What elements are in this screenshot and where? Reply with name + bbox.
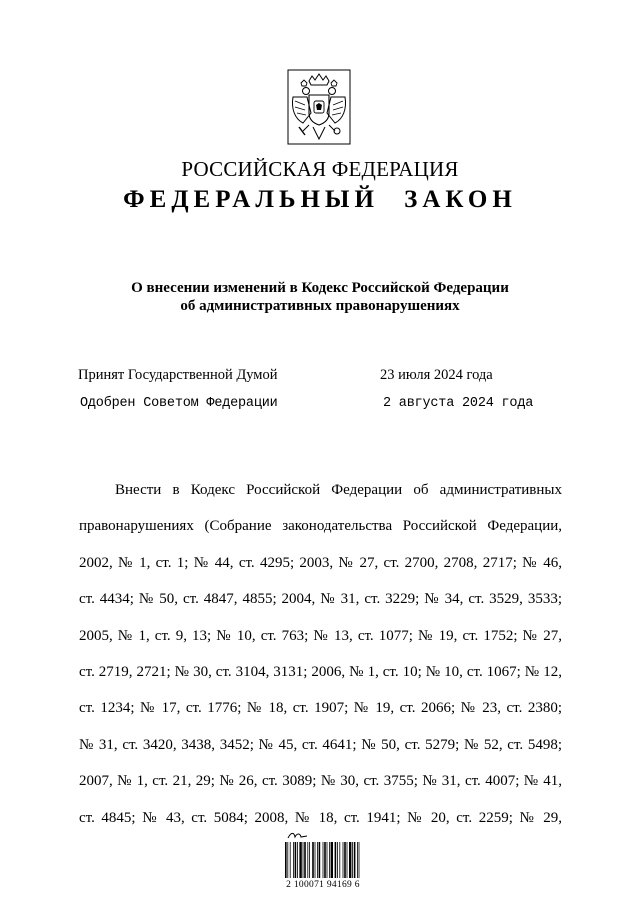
body-line: Внести в Кодекс Российской Федерации об административных <box>115 482 562 498</box>
body-line: 2002, № 1, ст. 1; № 44, ст. 4295; 2003, № 27, ст. 2700, 2708, 2717; № 46, <box>79 554 562 571</box>
body-line: № 31, ст. 3420, 3438, 3452; № 45, ст. 4641; № 50, ст. 5279; № 52, ст. 5498; <box>79 736 562 753</box>
russian-coat-of-arms-icon <box>287 69 351 145</box>
approved-label: Одобрен Советом Федерации <box>80 396 278 411</box>
adopted-label: Принят Государственной Думой <box>78 367 278 383</box>
body-line: правонарушениях (Собрание законодательства Российской Федерации, <box>79 518 562 535</box>
registration-stamp <box>283 828 363 898</box>
barcode-number: 2 100071 94169 6 <box>286 880 360 890</box>
body-line: 2007, № 1, ст. 21, 29; № 26, ст. 3089; № 30, ст. 3755; № 31, ст. 4007; № 41, <box>79 773 562 790</box>
body-text <box>79 479 562 843</box>
barcode-icon <box>283 842 363 878</box>
approved-date: 2 августа 2024 года <box>383 396 534 411</box>
country-name: РОССИЙСКАЯ ФЕДЕРАЦИЯ <box>181 157 459 181</box>
law-title-line: О внесении изменений в Кодекс Российской Федерации <box>131 280 509 296</box>
document-type: ФЕДЕРАЛЬНЫЙ ЗАКОН <box>123 186 517 213</box>
body-line: ст. 2719, 2721; № 30, ст. 3104, 3131; 2006, № 1, ст. 10; № 10, ст. 1067; № 12, <box>79 663 562 680</box>
law-title-line: об административных правонарушениях <box>180 298 460 314</box>
body-line: ст. 4434; № 50, ст. 4847, 4855; 2004, № 31, ст. 3229; № 34, ст. 3529, 3533; <box>79 591 562 608</box>
body-line: ст. 1234; № 17, ст. 1776; № 18, ст. 1907; № 19, ст. 2066; № 23, ст. 2380; <box>79 700 562 717</box>
body-line: 2005, № 1, ст. 9, 13; № 10, ст. 763; № 13, ст. 1077; № 19, ст. 1752; № 27, <box>79 627 562 644</box>
body-line: ст. 4845; № 43, ст. 5084; 2008, № 18, ст. 1941; № 20, ст. 2259; № 29, <box>79 809 562 826</box>
law-title <box>0 279 640 315</box>
handwritten-mark-icon <box>287 830 309 840</box>
adopted-date: 23 июля 2024 года <box>380 367 493 383</box>
